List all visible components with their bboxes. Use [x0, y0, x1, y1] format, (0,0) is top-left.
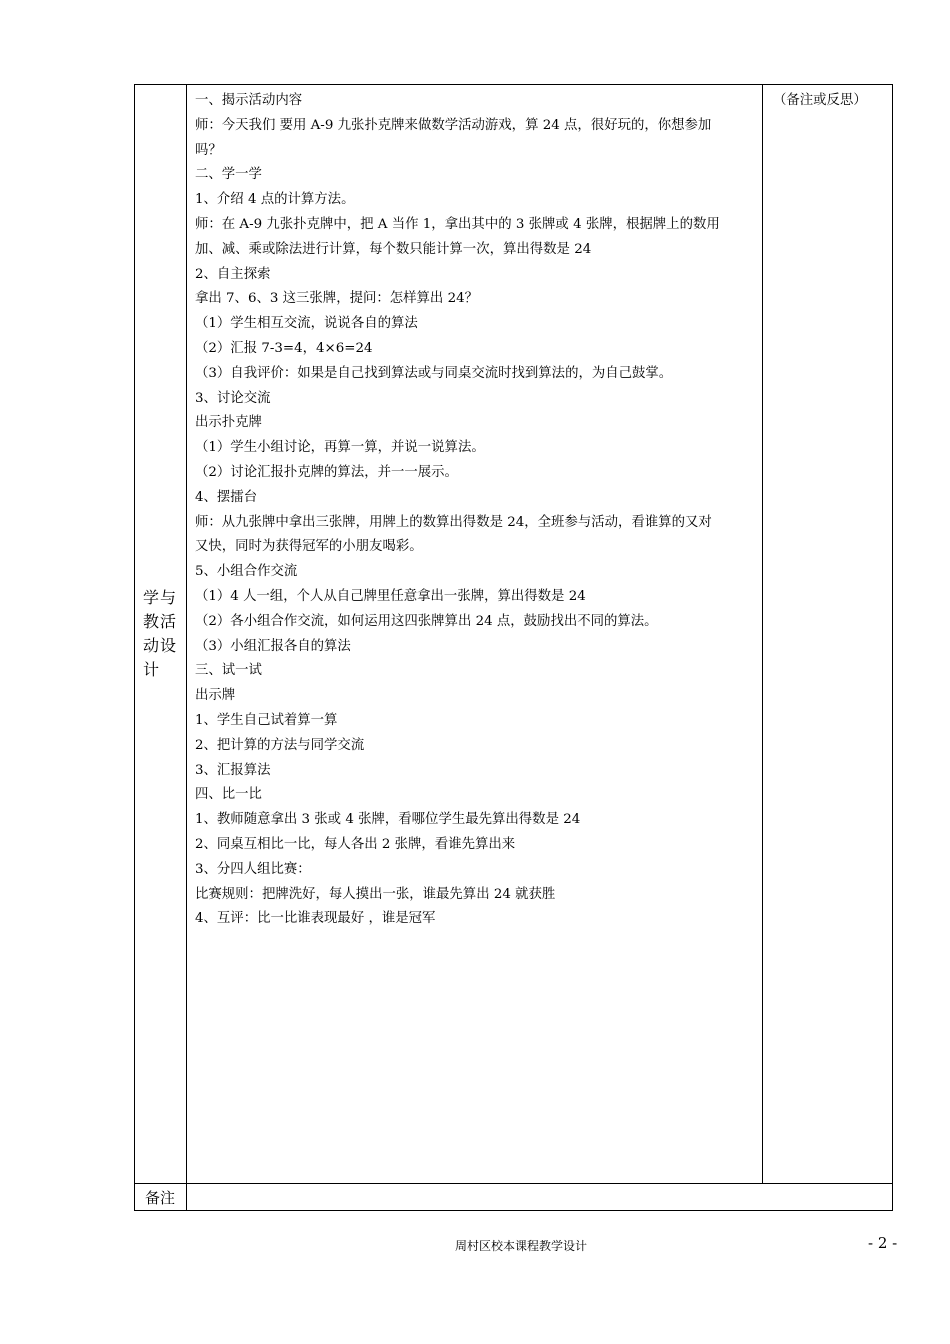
- content-line: （1）学生相互交流，说说各自的算法: [195, 316, 418, 332]
- content-line: 2、自主探索: [195, 266, 271, 282]
- content-line: （1）学生小组讨论，再算一算，并说一说算法。: [195, 440, 485, 456]
- content-line: 1、介绍 4 点的计算方法。: [195, 192, 355, 208]
- activity-design-row: [135, 85, 893, 1184]
- section-label-cell: [135, 85, 187, 1184]
- content-line: 三、试一试: [195, 663, 262, 679]
- footer-title: 周村区校本课程教学设计: [455, 1239, 588, 1253]
- content-line: 师：在 A-9 九张扑克牌中，把 A 当作 1，拿出其中的 3 张牌或 4 张牌，根据牌上的数用: [195, 216, 720, 232]
- content-line: 1、教师随意拿出 3 张或 4 张牌，看哪位学生最先算出得数是 24: [195, 812, 581, 828]
- content-line: 比赛规则：把牌洗好，每人摸出一张，谁最先算出 24 就获胜: [195, 886, 556, 902]
- content-line: 出示牌: [195, 688, 236, 704]
- content-line: 一、揭示活动内容: [195, 93, 303, 108]
- lesson-plan-table: [134, 84, 893, 1211]
- content-line: （3）小组汇报各自的算法: [195, 638, 351, 654]
- content-line: 拿出 7、6、3 这三张牌，提问：怎样算出 24？: [195, 291, 479, 307]
- remark-body: [187, 1184, 893, 1211]
- content-line: 四、比一比: [195, 787, 262, 803]
- section-label: 学与教活动设计: [143, 588, 178, 679]
- content-line: 师：从九张牌中拿出三张牌，用牌上的数算出得数是 24，全班参与活动，看谁算的又对: [195, 514, 712, 530]
- content-line: 二、学一学: [195, 167, 262, 183]
- content-line: 3、分四人组比赛：: [195, 861, 311, 877]
- content-line: 1、学生自己试着算一算: [195, 712, 338, 728]
- remark-row: [135, 1184, 893, 1211]
- content-line: 师：今天我们 要用 A-9 九张扑克牌来做数学活动游戏，算 24 点，很好玩的，你想参加: [195, 117, 712, 133]
- content-line: 4、摆擂台: [195, 489, 258, 505]
- content-line: 加、减、乘或除法进行计算，每个数只能计算一次，算出得数是 24: [195, 241, 592, 257]
- content-line: 2、把计算的方法与同学交流: [195, 737, 365, 753]
- content-line: （1）4 人一组，个人从自己牌里任意拿出一张牌，算出得数是 24: [195, 588, 586, 604]
- activity-content-cell: [187, 85, 763, 1184]
- content-line: （3）自我评价：如果是自己找到算法或与同桌交流时找到算法的，为自己鼓掌。: [195, 365, 673, 381]
- remark-label: 备注: [135, 1184, 187, 1211]
- content-line: （2）讨论汇报扑克牌的算法，并一一展示。: [195, 464, 458, 480]
- note-cell: [763, 85, 893, 1184]
- activity-content: [195, 89, 754, 932]
- content-line: 吗？: [195, 142, 222, 158]
- content-line: （2）汇报 7-3=4，4×6=24: [195, 340, 373, 356]
- note-header: （备注或反思）: [773, 93, 867, 108]
- content-line: 3、讨论交流: [195, 390, 271, 406]
- content-line: 3、汇报算法: [195, 762, 271, 778]
- content-line: 2、同桌互相比一比，每人各出 2 张牌，看谁先算出来: [195, 836, 516, 852]
- content-line: 4、互评：比一比谁表现最好 ，谁是冠军: [195, 911, 436, 927]
- page-number: - 2 -: [868, 1234, 898, 1252]
- content-line: （2）各小组合作交流，如何运用这四张牌算出 24 点，鼓励找出不同的算法。: [195, 613, 658, 629]
- content-line: 又快，同时为获得冠军的小朋友喝彩。: [195, 539, 423, 555]
- content-line: 出示扑克牌: [195, 415, 262, 431]
- content-line: 5、小组合作交流: [195, 564, 298, 580]
